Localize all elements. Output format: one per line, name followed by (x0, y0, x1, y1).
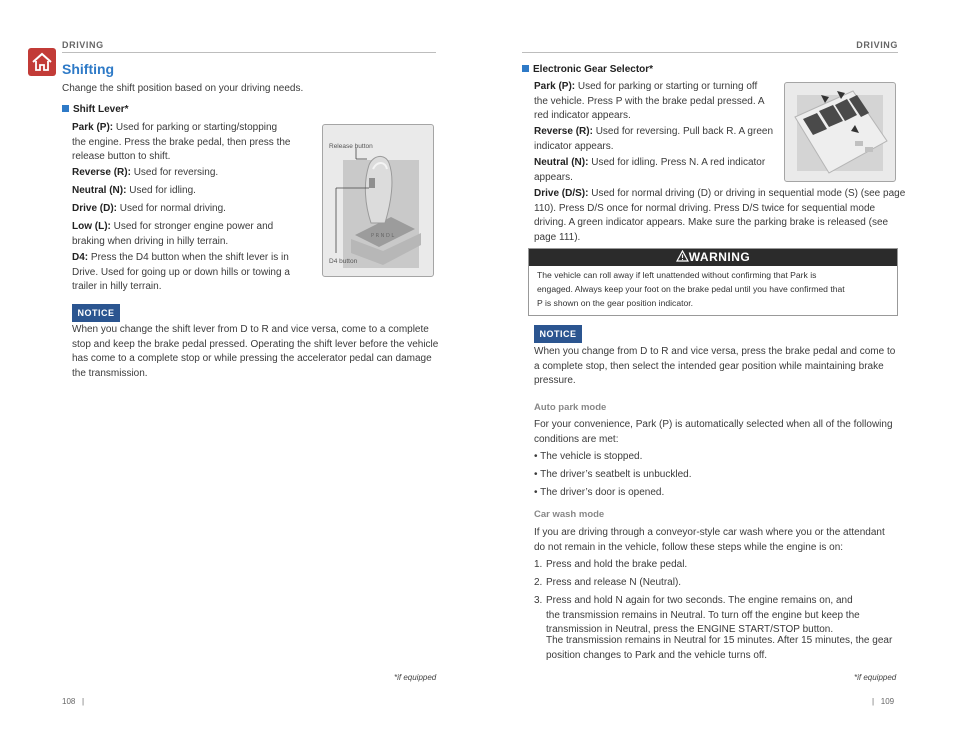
warning-triangle-icon (676, 250, 689, 262)
gear-item-line: Park (P): Used for parking or starting or turning off (534, 81, 758, 92)
gear-item-line: the vehicle. Press P with the brake pedal pressed. A (534, 95, 765, 107)
shift-item-term: Park (P): (72, 122, 114, 133)
warning-line: P is shown on the gear position indicator. (537, 298, 694, 308)
gear-item-line: driving. A green indicator appears. Make sure the parking brake is released (see (534, 217, 889, 228)
footnote: *if equipped (854, 673, 897, 682)
shift-item-line: Drive (D): Used for normal driving. (72, 203, 226, 214)
shift-item-line: release button to shift. (72, 151, 171, 162)
gear-item-line: appears. (534, 171, 573, 183)
running-head: DRIVING (62, 40, 104, 50)
car-wash-heading: Car wash mode (534, 509, 605, 520)
car-wash-after-line: position changes to Park and the vehicle turns off. (546, 649, 768, 661)
page-number: | 109 (872, 697, 895, 706)
notice-line: When you change the shift lever from D to R and vice versa, come to a complete (72, 324, 429, 335)
notice-line: the transmission. (72, 367, 148, 379)
gear-item-line: 110). Press D/S once for normal driving. Press D/S twice for sequential mode (534, 202, 876, 214)
step-line: transmission in Neutral, press the ENGINE START/STOP button. (546, 624, 834, 635)
step-number: 2. (534, 577, 543, 588)
gear-selector-figure (784, 82, 896, 182)
auto-park-line: conditions are met: (534, 433, 619, 445)
notice-line: a complete stop, then select the intended gear position while maintaining brake (534, 360, 884, 372)
release-button-label: Release button (329, 143, 373, 150)
notice-line: has come to a complete stop or while pressing the accelerator pedal can damage (72, 353, 432, 364)
gear-item-term: Reverse (R): (534, 126, 593, 137)
intro-text: Change the shift position based on your driving needs. (62, 83, 304, 94)
car-wash-after-line: The transmission remains in Neutral for 15 minutes. After 15 minutes, the gear (546, 635, 893, 646)
auto-park-line: For your convenience, Park (P) is automatically selected when all of the following (534, 419, 893, 430)
car-wash-line: do not remain in the vehicle, follow these steps while the engine is on: (534, 541, 844, 553)
notice-badge: NOTICE (72, 304, 120, 322)
gear-item-line: Drive (D/S): Used for normal driving (D) or driving in sequential mode (S) (see page (534, 188, 906, 199)
step-line: Press and release N (Neutral). (546, 577, 682, 588)
notice-line: pressure. (534, 375, 576, 386)
shift-item-term: Neutral (N): (72, 185, 127, 196)
notice-badge: NOTICE (534, 325, 582, 343)
shift-item-line: the engine. Press the brake pedal, then press the (72, 136, 291, 148)
warning-line: engaged. Always keep your foot on the brake pedal until you have confirmed that (537, 284, 845, 294)
step-number: 3. (534, 595, 543, 606)
step-line: the transmission remains in Neutral. To turn off the engine but keep the (546, 609, 860, 621)
square-bullet-icon (522, 65, 529, 72)
auto-park-bullet: • The driver’s door is opened. (534, 487, 665, 498)
home-icon[interactable] (28, 48, 56, 76)
gear-item-line: Reverse (R): Used for reversing. Pull back R. A green (534, 126, 774, 137)
car-wash-line: If you are driving through a conveyor-style car wash where you or the attendant (534, 527, 885, 538)
footnote: *if equipped (394, 673, 437, 682)
auto-park-bullet: • The driver’s seatbelt is unbuckled. (534, 469, 692, 480)
d4-button-label: D4 button (329, 258, 358, 265)
shift-item-term: D4: (72, 252, 89, 263)
shift-item-line: trailer in hilly terrain. (72, 281, 162, 292)
gear-item-term: Park (P): (534, 81, 576, 92)
square-bullet-icon (62, 105, 69, 112)
gear-item-line: page 111). (534, 231, 581, 243)
shift-item-line: Park (P): Used for parking or starting/stopping (72, 122, 278, 133)
shift-item-line: Drive. Used for going up or down hills or towing a (72, 266, 290, 278)
shift-item-term: Reverse (R): (72, 167, 131, 178)
shift-lever-heading: Shift Lever* (62, 104, 129, 116)
shift-item-line: Reverse (R): Used for reversing. (72, 167, 219, 178)
step-line: Press and hold N again for two seconds. The engine remains on, and (546, 595, 853, 606)
header-rule (522, 52, 898, 53)
warning-header: WARNING (529, 249, 897, 266)
electronic-gear-heading: Electronic Gear Selector* (522, 64, 653, 76)
notice-line: stop and keep the brake pedal pressed. Operating the shift lever before the vehicle (72, 338, 439, 350)
notice-line: When you change from D to R and vice versa, press the brake pedal and come to (534, 346, 896, 357)
gear-item-term: Neutral (N): (534, 157, 589, 168)
gear-item-line: indicator appears. (534, 140, 614, 152)
shift-item-term: Drive (D): (72, 203, 118, 214)
page-title: Shifting (62, 61, 115, 77)
svg-text:P R N D L: P R N D L (371, 233, 395, 239)
shift-item-line: D4: Press the D4 button when the shift lever is in (72, 252, 289, 263)
shift-item-line: braking when driving in hilly terrain. (72, 235, 229, 247)
gear-item-term: Drive (D/S): (534, 188, 589, 199)
running-head: DRIVING (856, 40, 898, 50)
shift-item-line: Low (L): Used for stronger engine power and (72, 221, 274, 232)
step-number: 1. (534, 559, 543, 570)
shift-item-line: Neutral (N): Used for idling. (72, 185, 196, 196)
auto-park-bullet: • The vehicle is stopped. (534, 451, 643, 462)
right-page (480, 0, 960, 750)
gear-item-line: Neutral (N): Used for idling. Press N. A red indicator (534, 157, 766, 168)
shift-lever-figure (322, 124, 434, 277)
shift-item-term: Low (L): (72, 221, 111, 232)
page-number: 108 | (62, 697, 85, 706)
step-line: Press and hold the brake pedal. (546, 559, 688, 570)
gear-item-line: red indicator appears. (534, 110, 631, 121)
auto-park-heading: Auto park mode (534, 402, 607, 413)
header-rule (62, 52, 436, 53)
warning-box (528, 248, 898, 316)
warning-line: The vehicle can roll away if left unattended without confirming that Park is (537, 270, 817, 280)
